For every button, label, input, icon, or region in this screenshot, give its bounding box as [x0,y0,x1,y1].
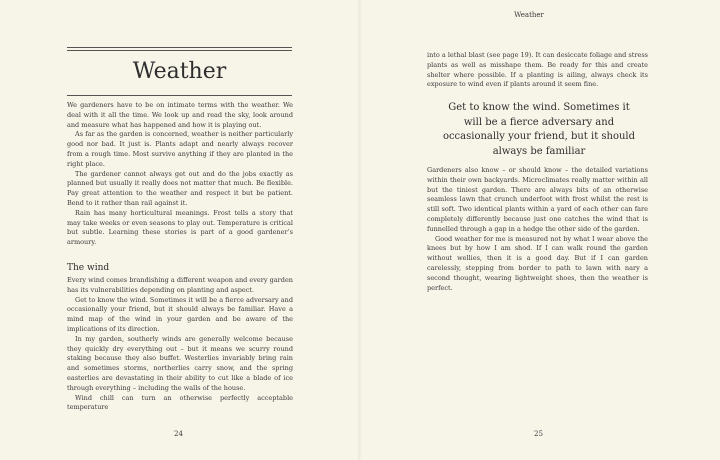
paragraph: Get to know the wind. Sometimes it will be a fierce adversary and occasionally your friend, but it should always be familiar. Have a mind map of the wind in your garden and be aware of the implications of its direction. [67,295,293,333]
pull-quote: Get to know the wind. Sometimes it will be a fierce adversary and occasionally your friend, but it should always be familiar [442,102,636,157]
running-head: Weather [514,11,544,19]
paragraph: Gardeners also know – or should know – the detailed variations within their own backyards. Microclimates really matter within all but the tiniest garden. There are always bits of an otherwise seamless lawn that crunch underfoot with frost whilst the rest is still soft. Two identical plants within a yard of each other can fare completely differently because just one catches the wind that is funnelled through a gap in a hedge the other side of the garden. [427,166,648,233]
paragraph: Good weather for me is measured not by what I wear above the knees but by how I am shod. If I can walk round the garden without wellies, then it is a good day. But if I can garden carelessly, stepping from border to path to lawn with nary a second thought, wearing lightweight shoes, then the weather is perfect. [427,234,648,292]
title-bottom-rule [67,95,292,96]
paragraph: The gardener cannot always get out and do the jobs exactly as planned but usually it really does not matter that much. Be flexible. Pay great attention to the weather and respect it but be patient. Bend to it rather than rail against it. [67,169,293,207]
paragraph: As far as the garden is concerned, weather is neither particularly good nor bad. It just is. Plants adapt and nearly always recover from a rough time. Most survive anything if they are planted in the right place. [67,130,293,168]
title-top-rule-thin [67,50,292,51]
continuation-text [427,51,648,90]
paragraph: Rain has many horticultural meanings. Frost tells a story that may take weeks or even seasons to play out. Temperature is critical but subtle. Learning these stories is part of a good gardener’s armoury. [67,208,293,247]
paragraph: into a lethal blast (see page 19). It can desiccate foliage and stress plants as well as misshape them. Be ready for this and create shelter where possible. If a planting is ailing, always check its exposure to wind even if plants around it seem fine. [427,51,648,89]
chapter-title-box [67,47,292,96]
paragraph: Wind chill can turn an otherwise perfectly acceptable temperature [67,393,293,412]
paragraph: In my garden, southerly winds are generally welcome because they quickly dry everything out – but it means we scurry round staking because they also buffet. Westerlies invariably bring rain and sometimes storms, northerlies carry snow, and the spring easterlies are devastating in their ability to cut like a blade of ice through everything – including the walls of the house. [67,334,293,392]
page-number-left: 24 [174,430,183,438]
section-heading: The wind [67,263,110,273]
chapter-title: Weather [132,59,227,84]
paragraph: Every wind comes brandishing a different weapon and every garden has its vulnerabilities depending on planting and aspect. [67,276,293,294]
paragraph: We gardeners have to be on intimate terms with the weather. We deal with it all the time. We look up and read the sky, look around and measure what has happened and how it is playing out. [67,101,293,129]
title-top-rule [67,47,292,48]
section-text [67,276,293,413]
page-number-right: 25 [534,430,543,438]
right-body-text [427,166,648,293]
intro-text [67,101,293,248]
